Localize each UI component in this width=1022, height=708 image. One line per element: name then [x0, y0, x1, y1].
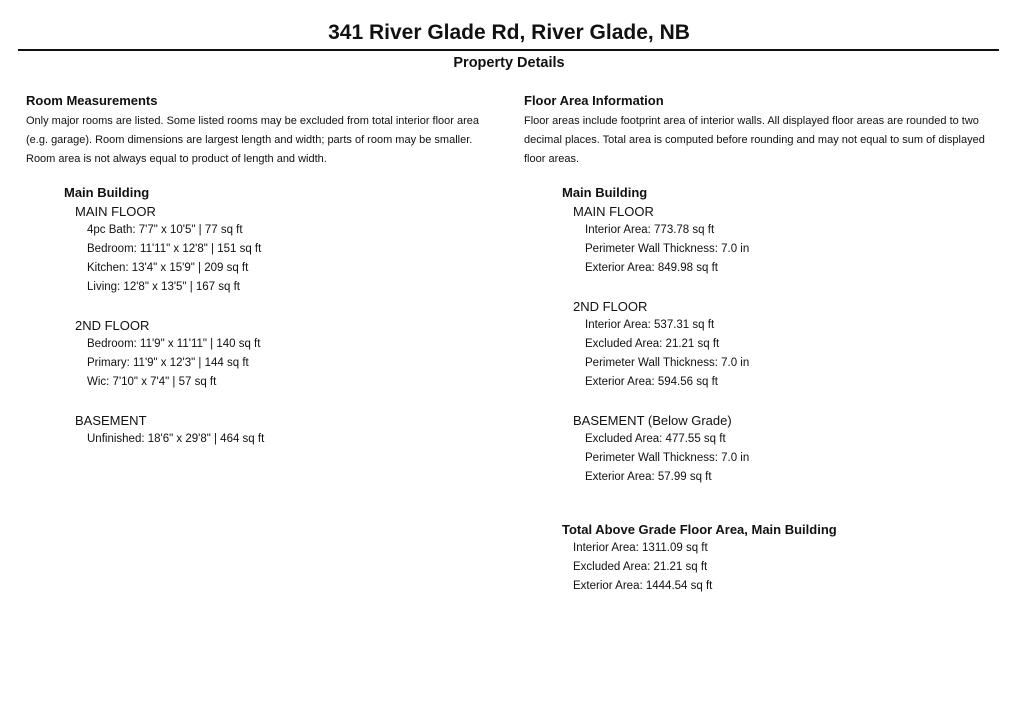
room-item: Wic: 7'10" x 7'4" | 57 sq ft — [87, 376, 217, 388]
intro-line: floor areas. — [524, 153, 580, 165]
floor-area-heading: Floor Area Information — [524, 93, 664, 108]
room-item: Primary: 11'9" x 12'3" | 144 sq ft — [87, 357, 249, 369]
room-measurements-intro — [26, 112, 498, 169]
building-heading: Main Building — [64, 185, 150, 200]
area-floor-basement — [573, 411, 1006, 487]
area-item: Perimeter Wall Thickness: 7.0 in — [585, 452, 750, 464]
total-area-item: Exterior Area: 1444.54 sq ft — [573, 580, 713, 592]
area-item: Exterior Area: 57.99 sq ft — [585, 471, 712, 483]
floor-heading: BASEMENT (Below Grade) — [573, 413, 732, 428]
area-item: Exterior Area: 849.98 sq ft — [585, 262, 718, 274]
title-divider — [18, 49, 999, 51]
floor-heading: 2ND FLOOR — [573, 299, 648, 314]
area-item: Perimeter Wall Thickness: 7.0 in — [585, 357, 750, 369]
intro-line: Floor areas include footprint area of interior walls. All displayed floor areas are rounded to two — [524, 115, 979, 127]
total-area-heading: Total Above Grade Floor Area, Main Building — [562, 522, 837, 537]
area-floor-main — [573, 202, 1006, 278]
intro-line: Room area is not always equal to product of length and width. — [26, 153, 327, 165]
intro-line: (e.g. garage). Room dimensions are largest length and width; parts of room may be smaller. — [26, 134, 473, 146]
floor-main — [75, 202, 498, 297]
intro-line: decimal places. Total area is computed before rounding and may not equal to sum of displayed — [524, 134, 985, 146]
room-item: Unfinished: 18'6" x 29'8" | 464 sq ft — [87, 433, 265, 445]
floor-heading: 2ND FLOOR — [75, 318, 150, 333]
room-item: 4pc Bath: 7'7" x 10'5" | 77 sq ft — [87, 224, 243, 236]
floor-heading: MAIN FLOOR — [75, 204, 156, 219]
area-item: Interior Area: 773.78 sq ft — [585, 224, 715, 236]
page-subtitle: Property Details — [453, 55, 565, 71]
floor-heading: BASEMENT — [75, 413, 147, 428]
page-title: 341 River Glade Rd, River Glade, NB — [328, 21, 690, 44]
area-item: Interior Area: 537.31 sq ft — [585, 319, 715, 331]
floor-2nd — [75, 316, 498, 392]
area-item: Perimeter Wall Thickness: 7.0 in — [585, 243, 750, 255]
area-item: Excluded Area: 21.21 sq ft — [585, 338, 720, 350]
room-measurements-section — [26, 93, 498, 449]
building-heading: Main Building — [562, 185, 648, 200]
area-floor-2nd — [573, 297, 1006, 392]
total-area-item: Interior Area: 1311.09 sq ft — [573, 542, 708, 554]
room-item: Bedroom: 11'11" x 12'8" | 151 sq ft — [87, 243, 262, 255]
room-item: Living: 12'8" x 13'5" | 167 sq ft — [87, 281, 240, 293]
area-item: Exterior Area: 594.56 sq ft — [585, 376, 718, 388]
room-measurements-heading: Room Measurements — [26, 93, 158, 108]
room-item: Kitchen: 13'4" x 15'9" | 209 sq ft — [87, 262, 249, 274]
area-item: Excluded Area: 477.55 sq ft — [585, 433, 726, 445]
floor-area-section — [524, 93, 1006, 596]
floor-area-intro — [524, 112, 1006, 169]
intro-line: Only major rooms are listed. Some listed rooms may be excluded from total interior floor area — [26, 115, 480, 127]
total-area-item: Excluded Area: 21.21 sq ft — [573, 561, 708, 573]
floor-basement — [75, 411, 498, 449]
room-item: Bedroom: 11'9" x 11'11" | 140 sq ft — [87, 338, 261, 350]
floor-heading: MAIN FLOOR — [573, 204, 654, 219]
